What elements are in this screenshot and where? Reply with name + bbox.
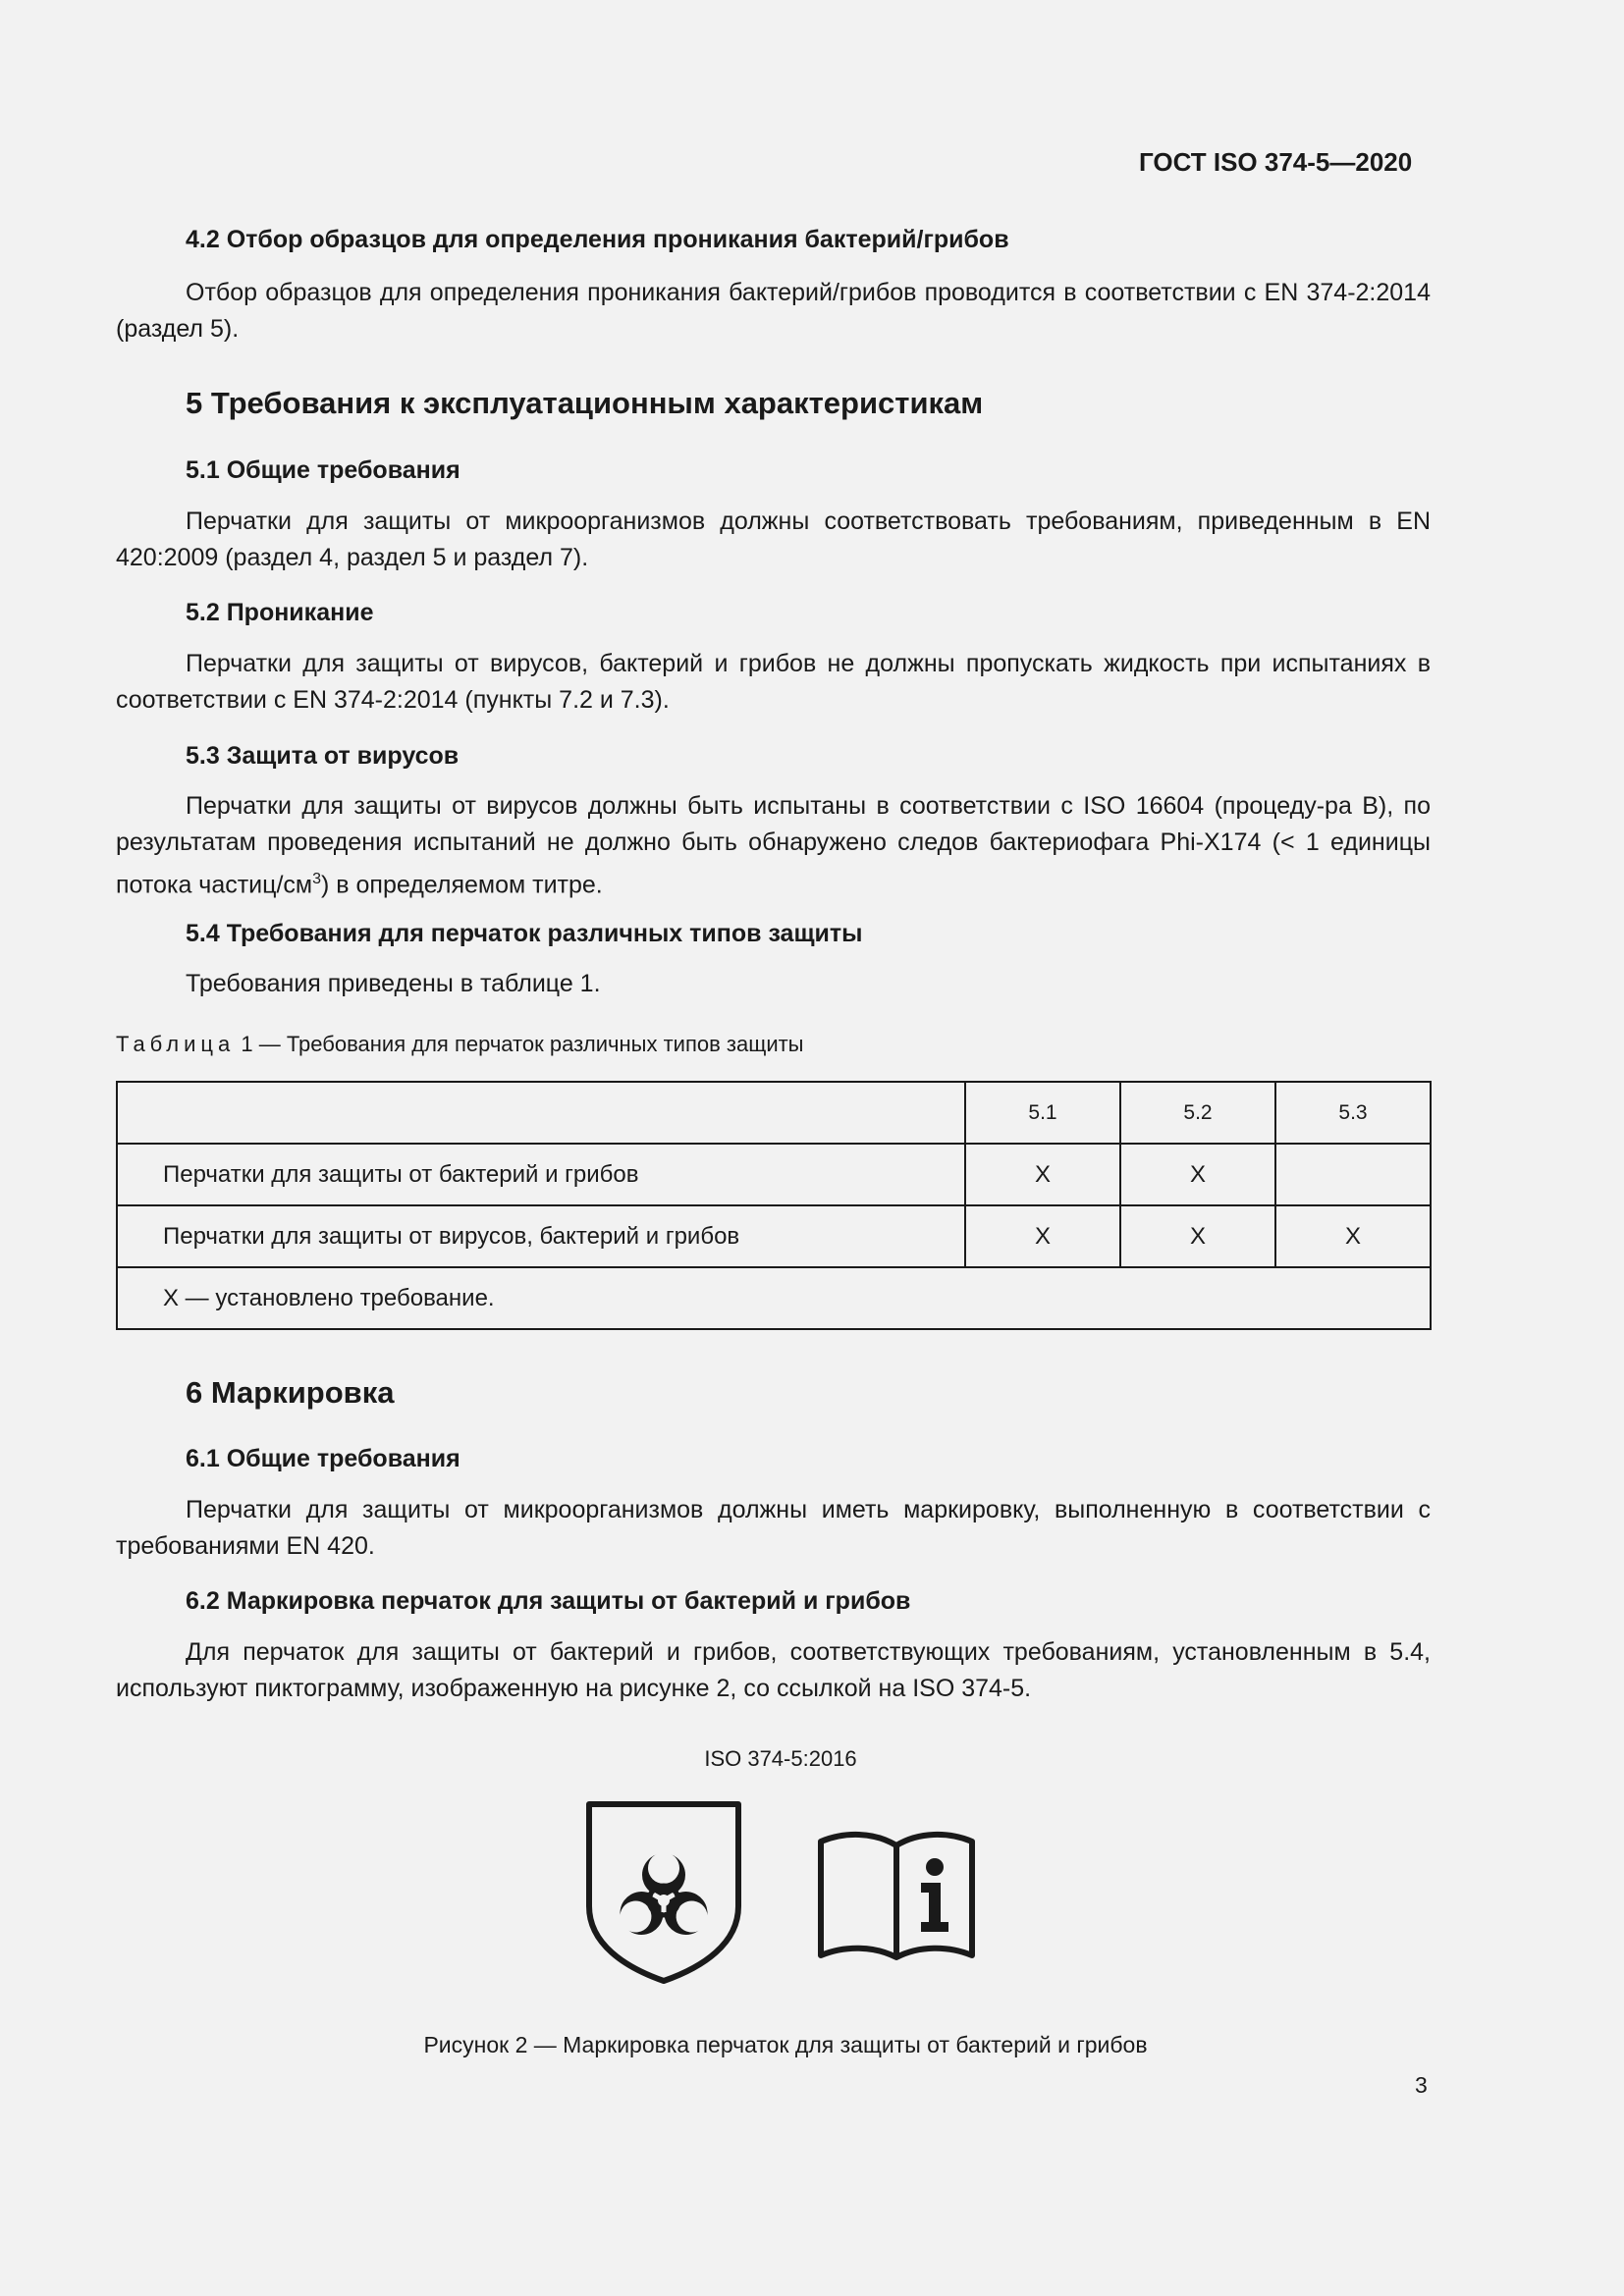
table-caption-prefix: Таблица: [116, 1032, 236, 1056]
table-col-header: 5.1: [965, 1082, 1120, 1144]
paragraph-5-4: [116, 966, 1431, 1002]
paragraph-5-3: [116, 788, 1431, 903]
table-note-row: [117, 1267, 1431, 1329]
heading-6-2: 6.2 Маркировка перчаток для защиты от бактерий и грибов: [186, 1587, 911, 1615]
page-number: 3: [1415, 2072, 1428, 2098]
table-note: X — установлено требование.: [117, 1267, 1431, 1329]
paragraph-6-2-text: Для перчаток для защиты от бактерий и грибов, соответствующих требованиям, установленным в 5.4, используют пиктограмму, изображенную на рисунке 2, со ссылкой на ISO 374-5.: [116, 1638, 1431, 1702]
paragraph-5-3-text: Перчатки для защиты от вирусов должны быть испытаны в соответствии с ISO 16604 (процеду-ра B), по результатам проведения испытаний не должно быть обнаружено следов бактериофага Phi-X174 (< 1 единицы потока частиц/см: [116, 792, 1431, 899]
table-cell: X: [1275, 1205, 1431, 1267]
table-1-caption: [116, 1032, 804, 1057]
paragraph-6-1: [116, 1492, 1431, 1565]
paragraph-5-2-text: Перчатки для защиты от вирусов, бактерий и грибов не должны пропускать жидкость при испытаниях в соответствии с EN 374-2:2014 (пункты 7.2 и 7.3).: [116, 650, 1431, 714]
table-cell: X: [1120, 1144, 1275, 1205]
table-cell: X: [965, 1144, 1120, 1205]
biohazard-shield-icon: [585, 1800, 742, 1985]
heading-5-1: 5.1 Общие требования: [186, 456, 460, 484]
paragraph-5-4-text: Требования приведены в таблице 1.: [186, 970, 601, 997]
paragraph-6-1-text: Перчатки для защиты от микроорганизмов должны иметь маркировку, выполненную в соответствии с требованиями EN 420.: [116, 1496, 1431, 1560]
figure-2-caption: Рисунок 2 — Маркировка перчаток для защиты от бактерий и грибов: [423, 2032, 1148, 2057]
paragraph-5-3-text-end: ) в определяемом титре.: [321, 871, 603, 899]
table-header-row: [117, 1082, 1431, 1144]
heading-6: 6 Маркировка: [186, 1375, 395, 1410]
paragraph-4-2-text: Отбор образцов для определения проникания бактерий/грибов проводится в соответствии с EN 374-2:2014 (раздел 5).: [116, 279, 1431, 343]
table-cell: X: [1120, 1205, 1275, 1267]
heading-5-2: 5.2 Проникание: [186, 599, 374, 626]
table-row-label: Перчатки для защиты от бактерий и грибов: [117, 1144, 965, 1205]
paragraph-6-2: [116, 1634, 1431, 1707]
table-caption-title: 1 — Требования для перчаток различных типов защиты: [235, 1032, 804, 1056]
table-header-empty: [117, 1082, 965, 1144]
table-col-header: 5.3: [1275, 1082, 1431, 1144]
table-cell: [1275, 1144, 1431, 1205]
superscript-3: 3: [312, 871, 322, 887]
paragraph-4-2: [116, 275, 1431, 347]
paragraph-5-1-text: Перчатки для защиты от микроорганизмов должны соответствовать требованиям, приведенным в EN 420:2009 (раздел 4, раздел 5 и раздел 7).: [116, 507, 1431, 571]
heading-5-3: 5.3 Защита от вирусов: [186, 742, 460, 770]
table-row-label: Перчатки для защиты от вирусов, бактерий и грибов: [117, 1205, 965, 1267]
table-cell: X: [965, 1205, 1120, 1267]
document-code: ГОСТ ISO 374-5—2020: [1139, 147, 1413, 177]
paragraph-5-2: [116, 646, 1431, 719]
table-col-header: 5.2: [1120, 1082, 1275, 1144]
paragraph-5-1: [116, 504, 1431, 576]
heading-5-4: 5.4 Требования для перчаток различных типов защиты: [186, 920, 863, 947]
heading-4-2: 4.2 Отбор образцов для определения проникания бактерий/грибов: [186, 226, 1009, 253]
table-row: [117, 1205, 1431, 1267]
heading-6-1: 6.1 Общие требования: [186, 1445, 460, 1472]
requirements-table: [116, 1081, 1432, 1330]
info-book-icon: [817, 1828, 976, 1961]
table-row: [117, 1144, 1431, 1205]
heading-5: 5 Требования к эксплуатационным характеристикам: [186, 386, 984, 420]
figure-2-title: ISO 374-5:2016: [704, 1746, 857, 1771]
